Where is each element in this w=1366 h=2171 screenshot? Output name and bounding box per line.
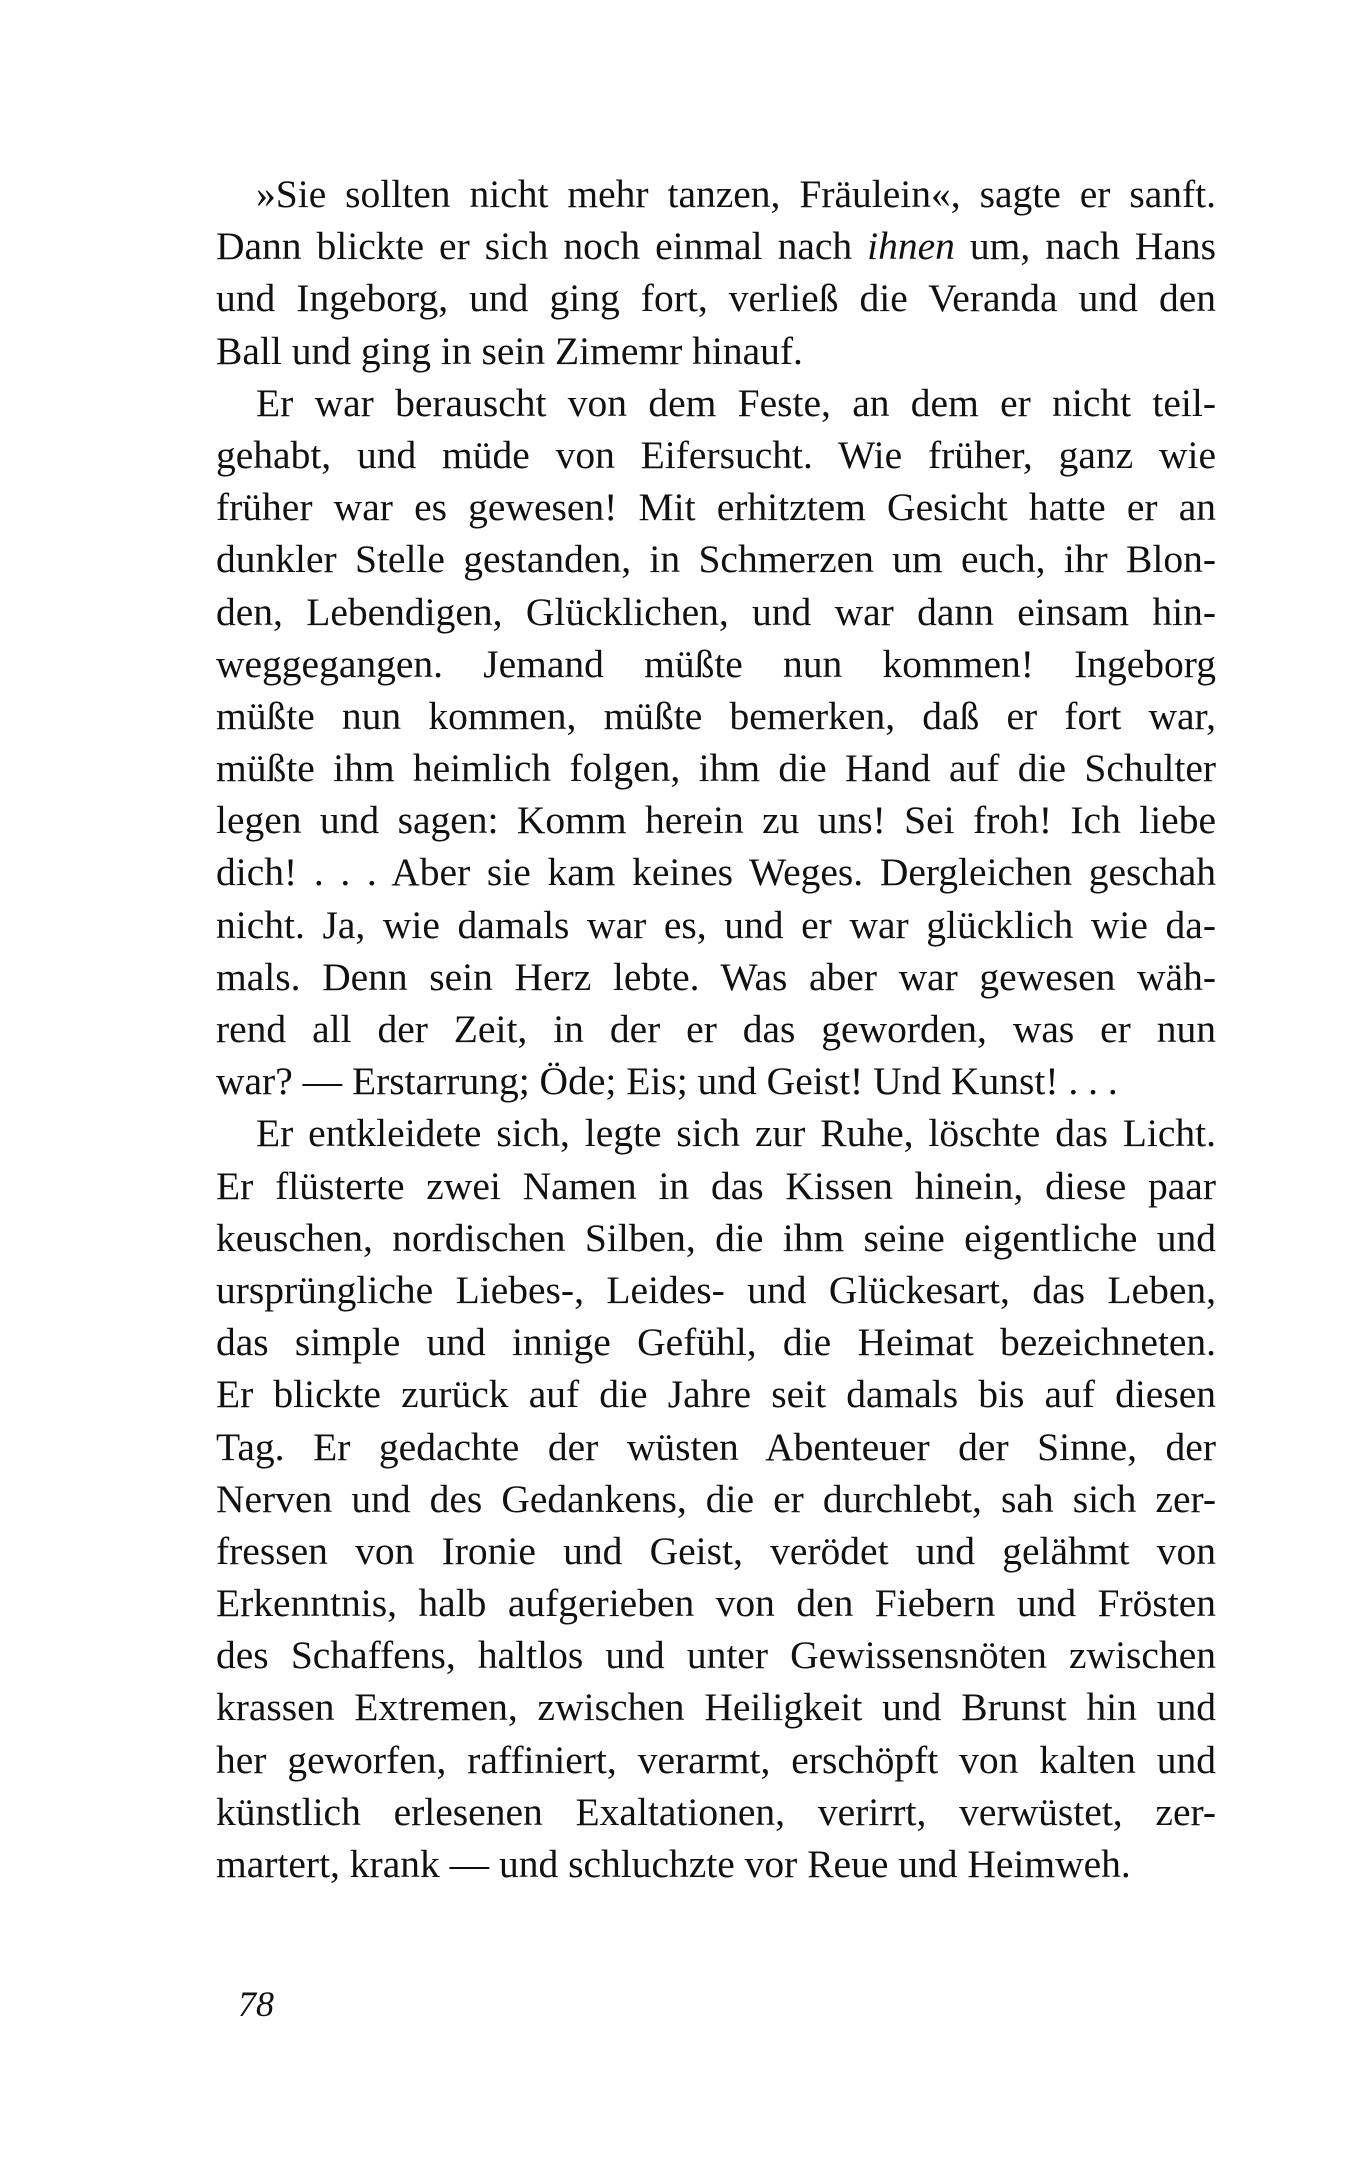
text-line: gehabt, und müde von Eifersucht. Wie früher, ganz wie	[216, 432, 1216, 477]
page-number: 78	[238, 1984, 274, 2024]
text-line: legen und sagen: Komm herein zu uns! Sei froh! Ich liebe	[216, 798, 1216, 843]
text-line: Er war berauscht von dem Feste, an dem er nicht teil-	[256, 380, 1216, 425]
text-line: krassen Extremen, zwischen Heiligkeit und Brunst hin und	[216, 1685, 1216, 1730]
paragraph-3	[216, 1107, 1216, 1890]
text-line: des Schaffens, haltlos und unter Gewissensnöten zwischen	[216, 1633, 1216, 1678]
body-text	[216, 168, 1216, 1890]
text-line: das simple und innige Gefühl, die Heimat bezeichneten.	[216, 1320, 1216, 1365]
paragraph-1	[216, 168, 1216, 377]
text-line: mals. Denn sein Herz lebte. Was aber war gewesen wäh-	[216, 954, 1216, 999]
text-line: nicht. Ja, wie damals war es, und er war glücklich wie da-	[216, 902, 1216, 947]
text-line: den, Lebendigen, Glücklichen, und war dann einsam hin-	[216, 589, 1216, 634]
text-line: müßte nun kommen, müßte bemerken, daß er fort war,	[216, 693, 1216, 738]
text-line: fressen von Ironie und Geist, verödet und gelähmt von	[216, 1528, 1216, 1573]
text-line: dunkler Stelle gestanden, in Schmerzen um euch, ihr Blon-	[216, 537, 1216, 582]
text-line: Er blickte zurück auf die Jahre seit damals bis auf diesen	[216, 1372, 1216, 1417]
text-line: weggegangen. Jemand müßte nun kommen! Ingeborg	[216, 641, 1216, 686]
text-line: »Sie sollten nicht mehr tanzen, Fräulein«, sagte er sanft.	[256, 172, 1216, 216]
text-line: Dann blickte er sich noch einmal nach ihnen um, nach Hans	[216, 224, 1216, 269]
text-line: Er flüsterte zwei Namen in das Kissen hinein, diese paar	[216, 1163, 1216, 1208]
emphasis: ihnen	[867, 224, 955, 269]
paragraph-2	[216, 377, 1216, 1108]
text-line: künstlich erlesenen Exaltationen, verirrt, verwüstet, zer-	[216, 1789, 1216, 1834]
text-line: Tag. Er gedachte der wüsten Abenteuer der Sinne, der	[216, 1424, 1216, 1469]
text-line: müßte ihm heimlich folgen, ihm die Hand auf die Schulter	[216, 746, 1216, 791]
text-line: Nerven und des Gedankens, die er durchlebt, sah sich zer-	[216, 1476, 1216, 1521]
text-line: früher war es gewesen! Mit erhitztem Gesicht hatte er an	[216, 485, 1216, 530]
text-line: Erkenntnis, halb aufgerieben von den Fiebern und Frösten	[216, 1581, 1216, 1626]
text-line: dich! . . . Aber sie kam keines Weges. Dergleichen geschah	[216, 850, 1216, 895]
text-line: rend all der Zeit, in der er das geworden, was er nun	[216, 1007, 1216, 1051]
text-line: martert, krank — und schluchzte vor Reue und Heimweh.	[216, 1842, 1131, 1886]
text-line: ursprüngliche Liebes-, Leides- und Glückesart, das Leben,	[216, 1267, 1216, 1312]
text-line: her geworfen, raffiniert, verarmt, erschöpft von kalten und	[216, 1737, 1216, 1782]
text-line: und Ingeborg, und ging fort, verließ die Veranda und den	[216, 276, 1216, 321]
text-line: Ball und ging in sein Zimemr hinauf.	[216, 328, 803, 373]
text-line: keuschen, nordischen Silben, die ihm seine eigentliche und	[216, 1215, 1216, 1260]
text-line: war? — Erstarrung; Öde; Eis; und Geist! Und Kunst! . . .	[216, 1059, 1118, 1104]
text-line: Er entkleidete sich, legte sich zur Ruhe, löschte das Licht.	[256, 1111, 1216, 1156]
